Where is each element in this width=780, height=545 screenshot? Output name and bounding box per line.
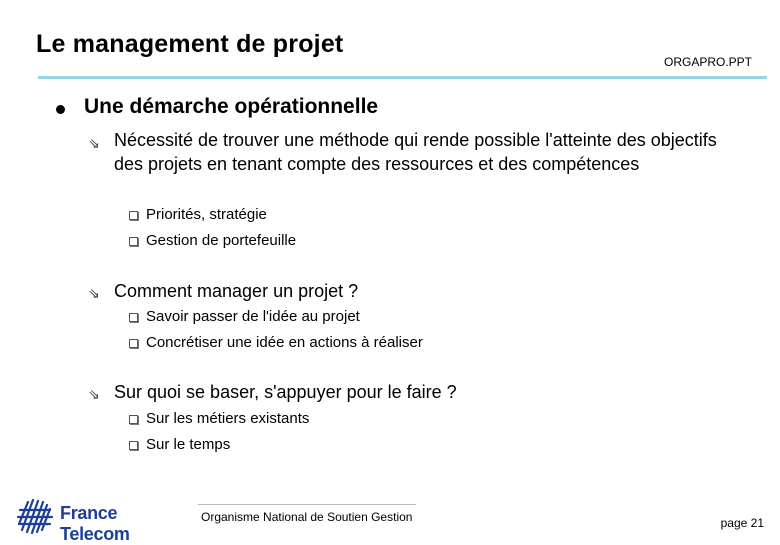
subpoint-text: Sur le temps xyxy=(146,436,231,453)
point-text: Comment manager un projet ? xyxy=(114,281,359,301)
checkbox-bullet-icon xyxy=(129,313,138,322)
page-number: page 21 xyxy=(720,516,764,530)
france-telecom-globe-icon xyxy=(16,496,54,536)
checkbox-bullet-icon xyxy=(129,339,138,348)
heading-bullet xyxy=(56,105,65,114)
logo-text: France Telecom xyxy=(60,503,130,544)
france-telecom-logo xyxy=(16,496,186,544)
checkbox-bullet-icon xyxy=(129,441,138,450)
title-divider xyxy=(38,76,767,79)
subpoint-text: Sur les métiers existants xyxy=(146,410,310,427)
point-text: Sur quoi se baser, s'appuyer pour le faire ? xyxy=(114,382,457,402)
point-text: Nécessité de trouver une méthode qui rende possible l'atteinte des objectifs des projets en tenant compte des ressources et des compétences xyxy=(114,130,717,174)
footer-organization: Organisme National de Soutien Gestion xyxy=(201,510,413,524)
file-tag: ORGAPRO.PPT xyxy=(663,55,752,69)
subpoint-text: Concrétiser une idée en actions à réaliser xyxy=(146,334,423,351)
checkbox-bullet-icon xyxy=(129,211,138,220)
subpoint-text: Savoir passer de l'idée au projet xyxy=(146,308,360,325)
checkbox-bullet-icon xyxy=(129,237,138,246)
arrow-bullet-icon: ⇘ xyxy=(88,286,100,302)
arrow-bullet-icon: ⇘ xyxy=(88,387,100,403)
subpoint-text: Gestion de portefeuille xyxy=(146,232,297,249)
arrow-bullet-icon: ⇘ xyxy=(88,136,100,152)
footer-divider xyxy=(198,504,416,505)
checkbox-bullet-icon xyxy=(129,415,138,424)
subpoint-text: Priorités, stratégie xyxy=(146,206,267,223)
slide-title: Le management de projet xyxy=(36,30,344,58)
section-heading: Une démarche opérationnelle xyxy=(84,95,379,118)
